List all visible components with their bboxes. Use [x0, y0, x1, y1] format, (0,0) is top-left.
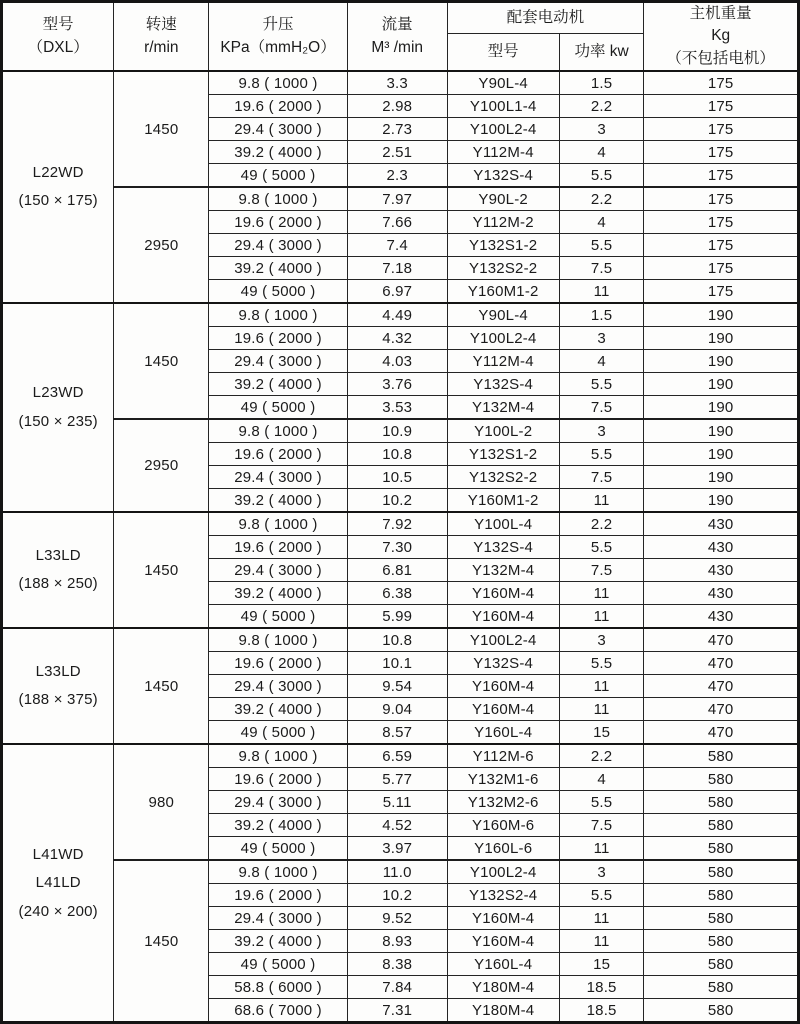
weight-cell: 175 — [644, 187, 799, 211]
motor-power-cell: 5.5 — [559, 536, 643, 559]
pressure-cell: 68.6 ( 7000 ) — [209, 999, 348, 1023]
motor-power-cell: 7.5 — [559, 466, 643, 489]
spec-row — [2, 512, 799, 536]
weight-cell: 470 — [644, 652, 799, 675]
motor-model-cell: Y160M-4 — [447, 907, 559, 930]
header-weight — [644, 2, 799, 72]
weight-cell: 175 — [644, 141, 799, 164]
motor-power-cell: 1.5 — [559, 303, 643, 327]
motor-model-cell: Y90L-4 — [447, 71, 559, 95]
weight-cell: 580 — [644, 791, 799, 814]
motor-model-cell: Y180M-4 — [447, 976, 559, 999]
flow-cell: 7.18 — [347, 257, 447, 280]
speed-cell: 2950 — [114, 419, 209, 512]
model-cell — [2, 512, 114, 628]
weight-cell: 580 — [644, 953, 799, 976]
motor-model-cell: Y132S-4 — [447, 536, 559, 559]
motor-model-cell: Y100L2-4 — [447, 628, 559, 652]
pressure-cell: 29.4 ( 3000 ) — [209, 791, 348, 814]
weight-cell: 175 — [644, 257, 799, 280]
motor-power-cell: 7.5 — [559, 257, 643, 280]
motor-model-cell: Y160L-4 — [447, 953, 559, 976]
motor-model-cell: Y180M-4 — [447, 999, 559, 1023]
weight-cell: 580 — [644, 860, 799, 884]
motor-power-cell: 2.2 — [559, 95, 643, 118]
weight-cell: 470 — [644, 675, 799, 698]
pressure-cell: 19.6 ( 2000 ) — [209, 327, 348, 350]
pressure-cell: 29.4 ( 3000 ) — [209, 234, 348, 257]
motor-model-cell: Y160L-4 — [447, 721, 559, 745]
flow-cell: 8.57 — [347, 721, 447, 745]
model-line: (188 × 375) — [18, 691, 98, 709]
model-line: (188 × 250) — [18, 575, 98, 593]
motor-model-cell: Y160M-4 — [447, 582, 559, 605]
motor-power-cell: 7.5 — [559, 559, 643, 582]
flow-cell: 10.2 — [347, 884, 447, 907]
motor-power-cell: 2.2 — [559, 744, 643, 768]
spec-row — [2, 187, 799, 211]
flow-cell: 5.77 — [347, 768, 447, 791]
spec-row — [2, 419, 799, 443]
pressure-cell: 39.2 ( 4000 ) — [209, 582, 348, 605]
motor-model-cell: Y160M-4 — [447, 605, 559, 629]
speed-cell: 2950 — [114, 187, 209, 303]
weight-cell: 430 — [644, 559, 799, 582]
motor-power-cell: 5.5 — [559, 373, 643, 396]
motor-power-cell: 11 — [559, 489, 643, 513]
weight-cell: 580 — [644, 768, 799, 791]
weight-cell: 190 — [644, 327, 799, 350]
motor-model-cell: Y112M-4 — [447, 141, 559, 164]
pressure-cell: 9.8 ( 1000 ) — [209, 860, 348, 884]
model-cell — [2, 303, 114, 512]
motor-model-cell: Y132S1-2 — [447, 443, 559, 466]
pressure-cell: 39.2 ( 4000 ) — [209, 141, 348, 164]
motor-power-cell: 3 — [559, 327, 643, 350]
motor-power-cell: 5.5 — [559, 443, 643, 466]
flow-cell: 3.3 — [347, 71, 447, 95]
header-motor-model: 型号 — [447, 33, 559, 71]
motor-model-cell: Y132S2-2 — [447, 257, 559, 280]
flow-cell: 10.8 — [347, 443, 447, 466]
motor-model-cell: Y100L2-4 — [447, 118, 559, 141]
model-line: L41LD — [35, 874, 81, 892]
motor-power-cell: 4 — [559, 768, 643, 791]
flow-cell: 2.51 — [347, 141, 447, 164]
pressure-cell: 29.4 ( 3000 ) — [209, 118, 348, 141]
model-line: L23WD — [32, 384, 84, 402]
motor-power-cell: 7.5 — [559, 814, 643, 837]
weight-cell: 580 — [644, 976, 799, 999]
motor-power-cell: 11 — [559, 930, 643, 953]
motor-model-cell: Y90L-2 — [447, 187, 559, 211]
motor-model-cell: Y112M-6 — [447, 744, 559, 768]
motor-model-cell: Y160L-6 — [447, 837, 559, 861]
pressure-cell: 39.2 ( 4000 ) — [209, 930, 348, 953]
weight-cell: 580 — [644, 907, 799, 930]
motor-model-cell: Y132M-4 — [447, 559, 559, 582]
pressure-cell: 39.2 ( 4000 ) — [209, 814, 348, 837]
header-model — [2, 2, 114, 72]
pressure-cell: 29.4 ( 3000 ) — [209, 675, 348, 698]
motor-model-cell: Y160M1-2 — [447, 280, 559, 304]
header-flow — [347, 2, 447, 72]
pressure-cell: 9.8 ( 1000 ) — [209, 744, 348, 768]
pressure-cell: 49 ( 5000 ) — [209, 396, 348, 420]
model-cell — [2, 71, 114, 303]
motor-power-cell: 3 — [559, 118, 643, 141]
motor-model-cell: Y132M2-6 — [447, 791, 559, 814]
header-motor-power: 功率 kw — [559, 33, 643, 71]
motor-model-cell: Y100L-4 — [447, 512, 559, 536]
motor-model-cell: Y112M-2 — [447, 211, 559, 234]
flow-cell: 5.11 — [347, 791, 447, 814]
model-line: L33LD — [35, 546, 81, 564]
motor-model-cell: Y132M-4 — [447, 396, 559, 420]
speed-cell: 1450 — [114, 512, 209, 628]
weight-cell: 430 — [644, 536, 799, 559]
speed-cell: 1450 — [114, 628, 209, 744]
speed-cell: 1450 — [114, 860, 209, 1023]
spec-row — [2, 71, 799, 95]
pressure-cell: 9.8 ( 1000 ) — [209, 419, 348, 443]
model-line: L33LD — [35, 662, 81, 680]
pressure-cell: 39.2 ( 4000 ) — [209, 489, 348, 513]
motor-power-cell: 11 — [559, 280, 643, 304]
weight-cell: 190 — [644, 373, 799, 396]
weight-cell: 190 — [644, 443, 799, 466]
pressure-cell: 29.4 ( 3000 ) — [209, 466, 348, 489]
pressure-cell: 9.8 ( 1000 ) — [209, 71, 348, 95]
weight-cell: 190 — [644, 466, 799, 489]
pressure-cell: 19.6 ( 2000 ) — [209, 884, 348, 907]
pressure-cell: 39.2 ( 4000 ) — [209, 257, 348, 280]
pressure-cell: 29.4 ( 3000 ) — [209, 907, 348, 930]
weight-cell: 190 — [644, 419, 799, 443]
flow-cell: 10.9 — [347, 419, 447, 443]
flow-cell: 6.38 — [347, 582, 447, 605]
weight-cell: 580 — [644, 744, 799, 768]
model-line: L41WD — [32, 845, 84, 863]
pressure-cell: 19.6 ( 2000 ) — [209, 652, 348, 675]
spec-row — [2, 303, 799, 327]
pressure-cell: 49 ( 5000 ) — [209, 837, 348, 861]
flow-cell: 9.52 — [347, 907, 447, 930]
motor-model-cell: Y160M1-2 — [447, 489, 559, 513]
flow-cell: 3.97 — [347, 837, 447, 861]
motor-power-cell: 5.5 — [559, 234, 643, 257]
motor-model-cell: Y100L2-4 — [447, 327, 559, 350]
pressure-cell: 29.4 ( 3000 ) — [209, 350, 348, 373]
table-header — [2, 2, 799, 72]
pressure-cell: 49 ( 5000 ) — [209, 605, 348, 629]
weight-cell: 175 — [644, 234, 799, 257]
header-model-line1: 型号 — [42, 16, 74, 34]
motor-model-cell: Y90L-4 — [447, 303, 559, 327]
motor-model-cell: Y132S-4 — [447, 373, 559, 396]
motor-power-cell: 4 — [559, 141, 643, 164]
flow-cell: 7.92 — [347, 512, 447, 536]
header-pressure-line1: 升压 — [262, 16, 294, 34]
motor-model-cell: Y100L2-4 — [447, 860, 559, 884]
pressure-cell: 19.6 ( 2000 ) — [209, 768, 348, 791]
motor-power-cell: 5.5 — [559, 652, 643, 675]
weight-cell: 580 — [644, 930, 799, 953]
header-weight-line2: Kg — [711, 27, 731, 45]
weight-cell: 175 — [644, 71, 799, 95]
pressure-cell: 19.6 ( 2000 ) — [209, 536, 348, 559]
motor-model-cell: Y132S-4 — [447, 164, 559, 188]
motor-power-cell: 2.2 — [559, 187, 643, 211]
pressure-cell: 49 ( 5000 ) — [209, 721, 348, 745]
flow-cell: 3.76 — [347, 373, 447, 396]
flow-cell: 10.1 — [347, 652, 447, 675]
motor-model-cell: Y112M-4 — [447, 350, 559, 373]
weight-cell: 190 — [644, 489, 799, 513]
header-weight-line1: 主机重量 — [689, 5, 752, 22]
weight-cell: 175 — [644, 211, 799, 234]
flow-cell: 4.52 — [347, 814, 447, 837]
speed-cell: 1450 — [114, 71, 209, 187]
motor-power-cell: 5.5 — [559, 164, 643, 188]
motor-power-cell: 1.5 — [559, 71, 643, 95]
motor-power-cell: 5.5 — [559, 884, 643, 907]
spec-row — [2, 744, 799, 768]
flow-cell: 4.32 — [347, 327, 447, 350]
motor-power-cell: 18.5 — [559, 976, 643, 999]
pressure-cell: 9.8 ( 1000 ) — [209, 628, 348, 652]
motor-power-cell: 5.5 — [559, 791, 643, 814]
weight-cell: 175 — [644, 95, 799, 118]
flow-cell: 5.99 — [347, 605, 447, 629]
flow-cell: 10.5 — [347, 466, 447, 489]
motor-power-cell: 3 — [559, 628, 643, 652]
flow-cell: 8.38 — [347, 953, 447, 976]
spec-row — [2, 628, 799, 652]
flow-cell: 7.66 — [347, 211, 447, 234]
flow-cell: 6.81 — [347, 559, 447, 582]
flow-cell: 7.84 — [347, 976, 447, 999]
motor-model-cell: Y100L-2 — [447, 419, 559, 443]
pressure-cell: 9.8 ( 1000 ) — [209, 303, 348, 327]
motor-model-cell: Y160M-4 — [447, 675, 559, 698]
weight-cell: 470 — [644, 628, 799, 652]
pressure-cell: 39.2 ( 4000 ) — [209, 373, 348, 396]
flow-cell: 2.98 — [347, 95, 447, 118]
flow-cell: 9.04 — [347, 698, 447, 721]
motor-model-cell: Y132S-4 — [447, 652, 559, 675]
weight-cell: 580 — [644, 884, 799, 907]
motor-model-cell: Y160M-4 — [447, 930, 559, 953]
weight-cell: 430 — [644, 512, 799, 536]
motor-model-cell: Y160M-4 — [447, 698, 559, 721]
pressure-cell: 58.8 ( 6000 ) — [209, 976, 348, 999]
flow-cell: 11.0 — [347, 860, 447, 884]
weight-cell: 175 — [644, 164, 799, 188]
pressure-cell: 49 ( 5000 ) — [209, 953, 348, 976]
flow-cell: 2.73 — [347, 118, 447, 141]
flow-cell: 7.31 — [347, 999, 447, 1023]
header-motor-group: 配套电动机 — [447, 2, 644, 34]
motor-power-cell: 4 — [559, 211, 643, 234]
header-flow-line2: M³ /min — [371, 38, 424, 56]
motor-power-cell: 11 — [559, 907, 643, 930]
motor-power-cell: 11 — [559, 837, 643, 861]
motor-power-cell: 3 — [559, 419, 643, 443]
motor-power-cell: 15 — [559, 953, 643, 976]
flow-cell: 9.54 — [347, 675, 447, 698]
motor-power-cell: 4 — [559, 350, 643, 373]
pressure-cell: 9.8 ( 1000 ) — [209, 187, 348, 211]
model-line: (240 × 200) — [18, 902, 98, 920]
speed-cell: 980 — [114, 744, 209, 860]
weight-cell: 470 — [644, 721, 799, 745]
flow-cell: 6.97 — [347, 280, 447, 304]
header-speed — [114, 2, 209, 72]
weight-cell: 580 — [644, 814, 799, 837]
weight-cell: 175 — [644, 280, 799, 304]
flow-cell: 10.2 — [347, 489, 447, 513]
pressure-cell: 19.6 ( 2000 ) — [209, 443, 348, 466]
pressure-cell: 19.6 ( 2000 ) — [209, 211, 348, 234]
header-pressure-line2: KPa（mmH₂O） — [220, 38, 336, 56]
header-weight-line3: （不包括电机） — [666, 49, 775, 67]
flow-cell: 4.49 — [347, 303, 447, 327]
flow-cell: 10.8 — [347, 628, 447, 652]
motor-power-cell: 3 — [559, 860, 643, 884]
flow-cell: 7.97 — [347, 187, 447, 211]
model-line: (150 × 235) — [18, 412, 98, 430]
pressure-cell: 39.2 ( 4000 ) — [209, 698, 348, 721]
motor-power-cell: 7.5 — [559, 396, 643, 420]
spec-table-body — [2, 71, 799, 1023]
motor-power-cell: 18.5 — [559, 999, 643, 1023]
motor-model-cell: Y132S1-2 — [447, 234, 559, 257]
weight-cell: 190 — [644, 396, 799, 420]
header-pressure — [209, 2, 348, 72]
weight-cell: 430 — [644, 582, 799, 605]
model-cell — [2, 744, 114, 1023]
motor-power-cell: 11 — [559, 698, 643, 721]
weight-cell: 190 — [644, 303, 799, 327]
motor-model-cell: Y100L1-4 — [447, 95, 559, 118]
weight-cell: 430 — [644, 605, 799, 629]
flow-cell: 7.30 — [347, 536, 447, 559]
pressure-cell: 49 ( 5000 ) — [209, 164, 348, 188]
motor-power-cell: 11 — [559, 675, 643, 698]
pressure-cell: 19.6 ( 2000 ) — [209, 95, 348, 118]
weight-cell: 580 — [644, 837, 799, 861]
weight-cell: 580 — [644, 999, 799, 1023]
header-speed-line2: r/min — [144, 38, 179, 56]
weight-cell: 190 — [644, 350, 799, 373]
flow-cell: 4.03 — [347, 350, 447, 373]
model-line: L22WD — [32, 163, 84, 181]
pressure-cell: 29.4 ( 3000 ) — [209, 559, 348, 582]
motor-model-cell: Y160M-6 — [447, 814, 559, 837]
flow-cell: 6.59 — [347, 744, 447, 768]
flow-cell: 7.4 — [347, 234, 447, 257]
spec-row — [2, 860, 799, 884]
model-cell — [2, 628, 114, 744]
weight-cell: 175 — [644, 118, 799, 141]
flow-cell: 2.3 — [347, 164, 447, 188]
motor-power-cell: 2.2 — [559, 512, 643, 536]
pressure-cell: 9.8 ( 1000 ) — [209, 512, 348, 536]
motor-power-cell: 11 — [559, 582, 643, 605]
header-speed-line1: 转速 — [145, 16, 177, 34]
motor-model-cell: Y132S2-4 — [447, 884, 559, 907]
flow-cell: 3.53 — [347, 396, 447, 420]
motor-power-cell: 15 — [559, 721, 643, 745]
motor-power-cell: 11 — [559, 605, 643, 629]
header-model-line2: （DXL） — [27, 38, 89, 56]
motor-model-cell: Y132M1-6 — [447, 768, 559, 791]
pressure-cell: 49 ( 5000 ) — [209, 280, 348, 304]
header-flow-line1: 流量 — [381, 16, 413, 34]
motor-model-cell: Y132S2-2 — [447, 466, 559, 489]
weight-cell: 470 — [644, 698, 799, 721]
flow-cell: 8.93 — [347, 930, 447, 953]
speed-cell: 1450 — [114, 303, 209, 419]
model-line: (150 × 175) — [18, 192, 98, 210]
